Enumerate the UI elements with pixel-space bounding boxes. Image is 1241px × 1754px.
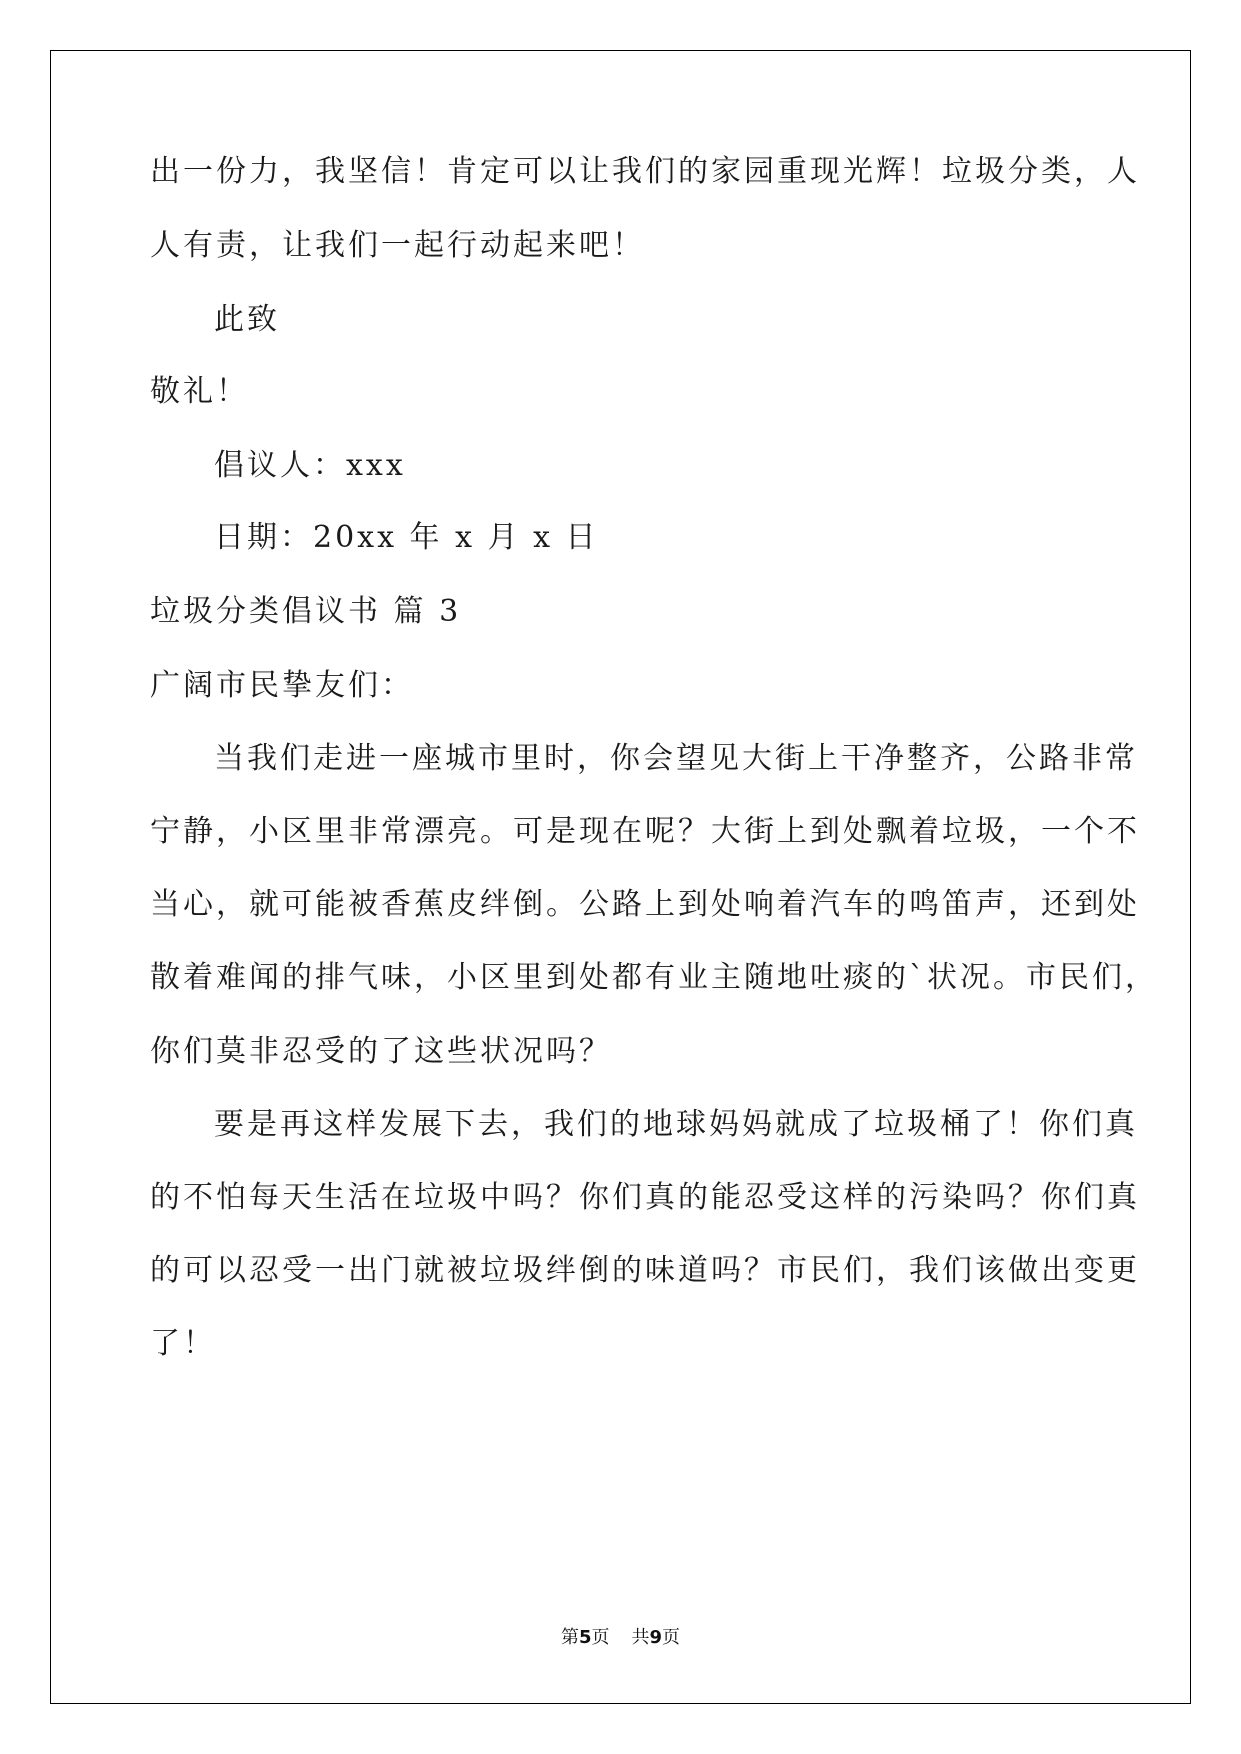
text-line: 宁静，小区里非常漂亮。可是现在呢？大街上到处飘着垃圾，一个不	[150, 814, 1140, 849]
proposer-line: 倡议人：xxx	[214, 448, 406, 483]
current-page-number: 5	[578, 1627, 592, 1648]
date-line: 日期：20xx 年 x 月 x 日	[214, 520, 599, 555]
text-line: 散着难闻的排气味，小区里到处都有业主随地吐痰的`状况。市民们，	[150, 960, 1158, 995]
text-line: 出一份力，我坚信！肯定可以让我们的家园重现光辉！垃圾分类，人	[150, 154, 1140, 189]
text-line: 要是再这样发展下去，我们的地球妈妈就成了垃圾桶了！你们真	[214, 1107, 1138, 1142]
text-line: 当我们走进一座城市里时，你会望见大街上干净整齐，公路非常	[214, 741, 1138, 776]
footer-prefix: 第	[560, 1627, 579, 1648]
text-line: 当心，就可能被香蕉皮绊倒。公路上到处响着汽车的鸣笛声，还到处	[150, 887, 1140, 922]
total-page-count: 9	[649, 1627, 663, 1648]
text-line: 的不怕每天生活在垃圾中吗？你们真的能忍受这样的污染吗？你们真	[150, 1180, 1140, 1215]
closing-respects: 敬礼！	[150, 374, 249, 409]
page-border	[50, 50, 1191, 1704]
text-line: 的可以忍受一出门就被垃圾绊倒的味道吗？市民们，我们该做出变更	[150, 1253, 1140, 1288]
text-line: 你们莫非忍受的了这些状况吗？	[150, 1034, 612, 1069]
text-line: 人有责，让我们一起行动起来吧！	[150, 228, 645, 263]
section-title: 垃圾分类倡议书 篇 3	[150, 594, 462, 629]
footer-total-unit: 页	[662, 1627, 681, 1648]
footer-total-prefix: 共	[631, 1627, 650, 1648]
closing-salutation: 此致	[214, 302, 280, 337]
text-line: 了！	[150, 1326, 216, 1361]
footer-page-unit: 页	[591, 1627, 610, 1648]
greeting-line: 广阔市民挚友们：	[150, 668, 414, 703]
page-footer	[0, 1626, 1241, 1650]
